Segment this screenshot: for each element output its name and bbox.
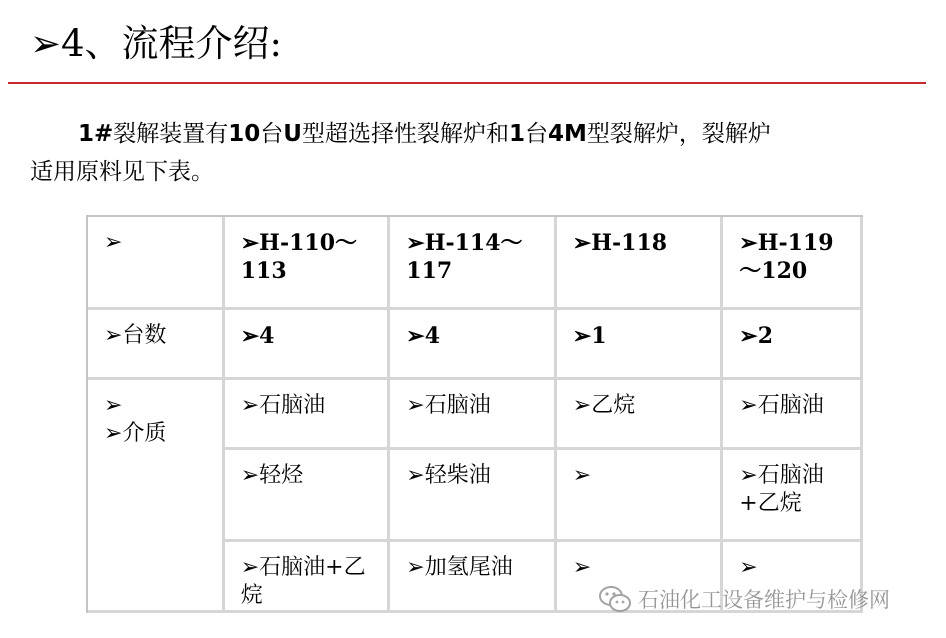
media-label-marker: ➢	[104, 393, 123, 418]
header-cell-h119: ➢H-119～120	[723, 217, 863, 310]
intro-text-a: 裂解装置有	[113, 121, 229, 147]
media-cell: ➢轻烃	[225, 450, 391, 542]
intro-text-c: 型超选择性裂解炉和	[301, 121, 509, 147]
count-cell: ➢2	[723, 310, 863, 380]
feedstock-table	[86, 215, 863, 613]
watermark	[598, 582, 928, 616]
intro-line-2: 适用原料见下表。	[30, 159, 214, 185]
media-cell: ➢石脑油	[225, 380, 391, 450]
count-label-cell: ➢台数	[88, 310, 225, 380]
media-cell: ➢石脑油	[723, 380, 863, 450]
title-divider	[8, 82, 926, 84]
intro-text-d: 台	[525, 121, 548, 147]
intro-line-1	[30, 115, 910, 153]
media-cell: ➢轻柴油	[390, 450, 557, 542]
media-cell: ➢石脑油+乙烷	[723, 450, 863, 542]
intro-text-b: 台	[260, 121, 284, 147]
slide-title: ➢4、流程介绍:	[30, 22, 283, 65]
media-label-text: ➢介质	[104, 421, 167, 446]
media-label-cell	[88, 380, 225, 613]
table-row-count	[88, 310, 863, 380]
furnace-count-2: 1	[508, 121, 525, 147]
header-cell-h118: ➢H-118	[557, 217, 724, 310]
media-cell: ➢	[557, 450, 724, 542]
intro-paragraph	[30, 115, 910, 191]
media-cell: ➢	[557, 542, 724, 613]
furnace-count-1: 10	[228, 121, 261, 147]
unit-number: 1#	[78, 121, 114, 147]
intro-text-e: 型裂解炉，裂解炉	[586, 121, 771, 147]
furnace-type-1: U	[283, 121, 302, 147]
media-cell: ➢石脑油	[390, 380, 557, 450]
table-header-row	[88, 217, 863, 310]
header-cell-h110: ➢H-110～113	[225, 217, 391, 310]
count-cell: ➢4	[225, 310, 391, 380]
wechat-icon	[598, 584, 632, 614]
media-cell: ➢乙烷	[557, 380, 724, 450]
count-cell: ➢1	[557, 310, 724, 380]
header-cell-h114: ➢H-114～117	[390, 217, 557, 310]
media-cell: ➢石脑油+乙烷	[225, 542, 391, 613]
header-cell-corner: ➢	[88, 217, 225, 310]
media-cell: ➢	[723, 542, 863, 613]
watermark-text: 石油化工设备维护与检修网	[638, 588, 890, 612]
media-cell: ➢加氢尾油	[390, 542, 557, 613]
table-row-media-1	[88, 380, 863, 450]
count-cell: ➢4	[390, 310, 557, 380]
furnace-type-2: 4M	[548, 121, 587, 147]
